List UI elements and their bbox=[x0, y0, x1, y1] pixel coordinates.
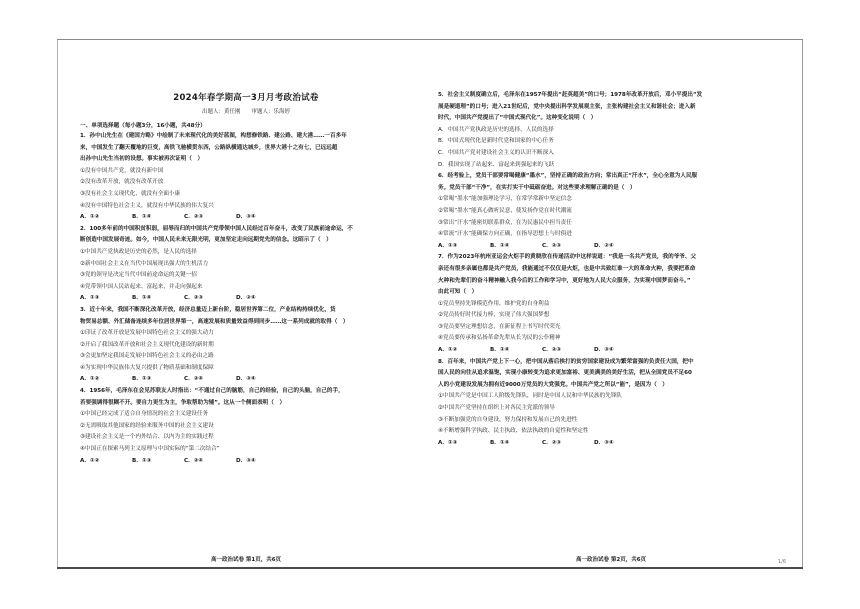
scan-edge-right bbox=[802, 40, 803, 568]
choice-item: B．中国式现代化是新时代党和国家的中心任务 bbox=[438, 138, 554, 145]
option-d: D．③④ bbox=[594, 439, 614, 446]
choice-item: ①党员坚持先锋模范作用，维护党的自身利益 bbox=[438, 300, 550, 307]
choice-item: ④常流“汗水”能确保方向正确，在指导思想上与时俱进 bbox=[438, 231, 572, 238]
answer-options bbox=[80, 293, 412, 305]
option-d: D．③④ bbox=[236, 376, 256, 383]
question-line: 展是硬道理”的口号；进入21世纪后，党中央提出科学发展观主张，主张构建社会主义和谐社会；进入新 bbox=[438, 103, 696, 110]
choice-item: D．我国实现了站起来、富起来到强起来的飞跃 bbox=[438, 161, 555, 168]
question-line: 断创造中国发展奇迹。如今，中国人民未来无限光明，更加坚定走向远期党先的信念。这昭示了（ ） bbox=[80, 237, 332, 244]
option-a: A．①③ bbox=[438, 242, 458, 249]
question-line: 1．孙中山先生在《建国方略》中绘制了未来现代化的美好蓝图，构想修铁路、建公路、建大港……一百多年 bbox=[80, 133, 347, 139]
option-d: D．②④ bbox=[594, 242, 614, 249]
option-a: A．①② bbox=[80, 214, 100, 221]
choice-item: ③没有社会主义现代化，就没有全面小康 bbox=[80, 190, 181, 197]
choice-item: ③建设社会主义是一个内外结合、以内为主的实践过程 bbox=[80, 434, 214, 441]
question-block bbox=[438, 90, 784, 449]
question-line: 亲还有很多亲属也都是共产党员，我能通过不仅仅是火炬，也是中共致红谁一大的革命火种，我要把革命 bbox=[438, 265, 696, 272]
option-b: B．①④ bbox=[132, 214, 152, 221]
option-c: C．②③ bbox=[184, 214, 204, 221]
choice-item: ④不断增强科学执政、民主执政、依法执政的自觉性和坚定性 bbox=[438, 428, 589, 435]
question-line: 火种和先辈们的奋斗精神融入我今后的工作和学习中，更好地为人民大众服务，为实现中国梦而奋斗。” bbox=[438, 277, 691, 284]
question-line: 务。党员干部“干净”，在实打实干中砥砺奋进。对这些要求理解正确的是（ ） bbox=[438, 184, 636, 191]
option-d: D．③④ bbox=[236, 457, 256, 464]
answer-options bbox=[80, 374, 412, 386]
choice-item: ②无需吸取其他国家的经验来服务中国的社会主义建设 bbox=[80, 422, 214, 429]
answer-options bbox=[80, 456, 412, 468]
question-line: 由此可知（ ） bbox=[438, 289, 478, 296]
option-d: D．②④ bbox=[236, 295, 256, 302]
question-line: 出孙中山先生当初的设想。事实被再次证明（ ） bbox=[80, 156, 204, 163]
scan-edge-left bbox=[57, 40, 58, 568]
question-line: 来，中国发生了翻天覆地的巨变，高铁飞驰横贯东西，公路纵横通达城乡，世界大港十之有七，已远远超 bbox=[80, 144, 338, 151]
choice-item: ③会更加坚定我国走发展中国特色社会主义的必由之路 bbox=[80, 353, 214, 360]
choice-item: ④没有中国特色社会主义，就没有中华民族的伟大复兴 bbox=[80, 202, 214, 209]
question-line: 5．社会主义制度确立后，毛泽东在1957年提出“赶英超美”的口号；1978年改革开放后，邓小平提出“发 bbox=[438, 92, 703, 98]
choice-item: ②中国共产党坚持在组织上对各民主党派的领导 bbox=[438, 405, 555, 412]
option-b: B．①③ bbox=[132, 457, 152, 464]
exam-title: 2024年春学期高一3月月考政治试卷 bbox=[173, 93, 319, 103]
choice-item: ③常出“汗水”能密切联系群众，在为民惠民中担当责任 bbox=[438, 219, 572, 226]
option-b: B．①③ bbox=[132, 376, 152, 383]
option-a: A．①③ bbox=[438, 439, 458, 446]
option-a: A．①③ bbox=[80, 295, 100, 302]
left-page bbox=[80, 46, 412, 563]
question-line: 人的小党建设发展为拥有近9000万党员的大党强党。中国共产党之所以“能”，是因为（ ） bbox=[438, 381, 668, 388]
page-footer: 高一政治试卷 第1页，共6页 bbox=[210, 557, 282, 563]
option-d: D．③④ bbox=[236, 214, 256, 221]
choice-item: C．中国共产党对建设社会主义的认识不断深入 bbox=[438, 149, 554, 156]
choice-item: ③党员要坚定理想信念，在新征程上书写时代荣光 bbox=[438, 323, 561, 330]
question-line: 8．百年来，中国共产党上下一心，把中国从落后挨打的贫穷国家建设成为繁荣富强的负责任大国，把中 bbox=[438, 358, 694, 365]
question-line: 物贸易总额、外汇储备连续多年位居世界第一，高速发展和质量效益得到同步……这一系列成就的取得（ ） bbox=[80, 318, 349, 325]
question-line: 时代，中国共产党提出了“中国式现代化”。这种变化说明（ ） bbox=[438, 115, 597, 122]
question-line: 6．经考验上，党员干部要常喝健康“墨水”，坚持正确的政治方向；常出真正“汗水”，全心全意为人民服 bbox=[438, 173, 698, 180]
option-c: C．②③ bbox=[542, 242, 562, 249]
question-line: 3．近十年来，我国不断深化改革开放，经济总量迈上新台阶，稳居世界第二位，产业结构持续优化，货 bbox=[80, 306, 336, 313]
choice-item: ①常喝“墨水”能加强理论学习，在常学常新中坚定信念 bbox=[438, 196, 572, 203]
question-line: 国人民的向往从追求温饱，实现小康转变为追求更加富裕、更美满美的美好生活，把从全国党员不足60 bbox=[438, 370, 692, 377]
section-heading: 一、单项选择题（每小题3分，16小题，共48分） bbox=[80, 123, 206, 129]
answer-options bbox=[438, 345, 784, 357]
option-a: A．①② bbox=[80, 457, 100, 464]
answer-options bbox=[80, 212, 412, 224]
choice-item: ④党员要传承和弘扬革命先辈从长为民的公仆精神 bbox=[438, 335, 561, 342]
choice-item: ①中国已经完成了适合自身情况的社会主义建设任务 bbox=[80, 411, 209, 418]
choice-item: ①中国共产党执政是历史的必然，是人民的选择 bbox=[80, 248, 197, 255]
choice-item: ③不断加强党的自身建设，努力保持和发展自己的先进性 bbox=[438, 416, 578, 423]
choice-item: ②新中国社会主义在当代中国展现出强大的生机活力 bbox=[80, 260, 209, 267]
choice-item: ①中国共产党是中国工人阶级先锋队，同时是中国人民和中华民族的先锋队 bbox=[438, 393, 623, 400]
option-b: B．①④ bbox=[490, 242, 510, 249]
choice-item: ②党员传好时代接力棒，实现了伟大强国梦想 bbox=[438, 312, 550, 319]
option-c: C．②④ bbox=[184, 457, 204, 464]
option-c: C．②④ bbox=[184, 376, 204, 383]
question-block bbox=[80, 131, 412, 467]
question-line: 7．作为2023年杭州亚运会火炬手的黄晓欣在传递活动中这样说道：“我是一名共产党员，我的爷爷、父 bbox=[438, 254, 697, 261]
answer-options bbox=[438, 241, 784, 253]
scan-edge-top bbox=[57, 39, 803, 40]
option-a: A．①② bbox=[438, 347, 458, 354]
choice-item: A．中国共产党执政是历史的选择、人民的选择 bbox=[438, 126, 554, 133]
option-a: A．①② bbox=[80, 376, 100, 383]
page-footer: 高一政治试卷 第2页，共6页 bbox=[575, 557, 647, 563]
option-c: C．②③ bbox=[184, 295, 204, 302]
scan-edge-bottom bbox=[57, 567, 803, 569]
choice-item: ①印证了改革开放是发展中国特色社会主义的强大动力 bbox=[80, 330, 214, 337]
question-line: 若要强调得很糊不开。要自力更生为主，争取帮助为辅”。这从一个侧面表明（ ） bbox=[80, 399, 286, 406]
exam-authors: 出题人：黄任刚 审题人：乐海婷 bbox=[201, 109, 290, 115]
choice-item: ④中国正在探索马列主义原理与中国实际的“第二次结合” bbox=[80, 446, 220, 453]
choice-item: ②常喝“墨水”能真心做听民意，使发扬作党在时代潮流 bbox=[438, 207, 572, 214]
choice-item: ④党带领中国人民站起来、富起来，并走向强起来 bbox=[80, 283, 203, 290]
answer-options bbox=[438, 438, 784, 450]
choice-item: ③党的领导是决定当代中国前途命运的关键一招 bbox=[80, 272, 197, 279]
corner-mark: 1/6 bbox=[778, 559, 787, 565]
choice-item: ①没有中国共产党，就没有新中国 bbox=[80, 167, 164, 174]
option-b: B．①④ bbox=[490, 347, 510, 354]
question-line: 2．100多年前的中国积贫积弱，屈辱而归的中国共产党带领中国人民经过百年奋斗，改变了民族前途命运，不 bbox=[80, 225, 353, 232]
option-b: B．①④ bbox=[490, 439, 510, 446]
choice-item: ②没有改革开放，就没有改革开放 bbox=[80, 179, 164, 186]
option-c: C．②③ bbox=[542, 439, 562, 446]
option-d: D．③④ bbox=[594, 347, 614, 354]
option-c: C．②③ bbox=[542, 347, 562, 354]
choice-item: ④为实现中华民族伟大复兴提供了物质基础和制度保障 bbox=[80, 364, 214, 371]
choice-item: ②开启了我国改革开放和社会主义现代化建设的新时期 bbox=[80, 341, 214, 348]
question-line: 4．1956年，毛泽东在会见苏联友人时指出：“不通过自己的脑筋，自己的经验，自己的头脑，自己的手， bbox=[80, 388, 344, 395]
option-b: B．①④ bbox=[132, 295, 152, 302]
